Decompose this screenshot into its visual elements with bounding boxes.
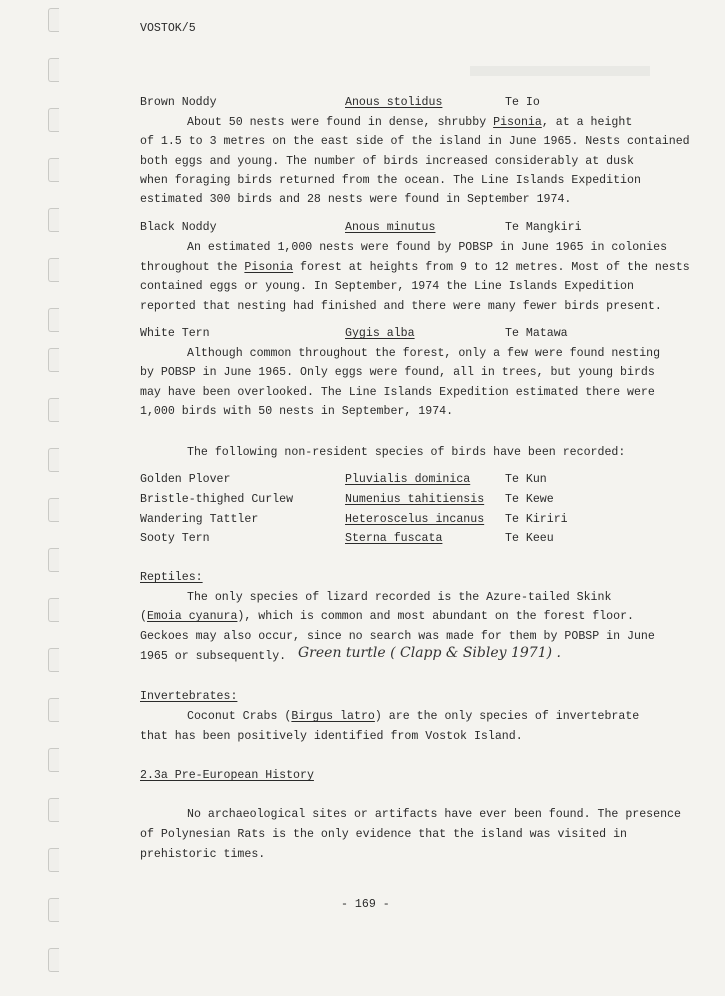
page-header: VOSTOK/5: [140, 22, 196, 35]
species-common-name: White Tern: [140, 327, 210, 340]
binder-hole: [48, 548, 59, 572]
binder-hole: [48, 208, 59, 232]
paragraph-line: (Emoia cyanura), which is common and most abundant on the forest floor.: [140, 610, 634, 623]
binder-hole: [48, 158, 59, 182]
binder-hole: [48, 258, 59, 282]
binder-hole: [48, 798, 59, 822]
species-scientific-name: Anous stolidus: [345, 96, 443, 109]
section-heading: Reptiles:: [140, 571, 203, 584]
binder-hole: [48, 698, 59, 722]
paragraph-line: both eggs and young. The number of birds increased considerably at dusk: [140, 155, 634, 168]
binder-hole: [48, 598, 59, 622]
species-common-name: Bristle-thighed Curlew: [140, 493, 294, 506]
paragraph-line: An estimated 1,000 nests were found by POBSP in June 1965 in colonies: [187, 241, 668, 254]
species-local-name: Te Io: [505, 96, 540, 109]
paragraph-line: of 1.5 to 3 metres on the east side of the island in June 1965. Nests contained: [140, 135, 690, 148]
species-scientific-name: Sterna fuscata: [345, 532, 443, 545]
species-local-name: Te Kiriri: [505, 513, 568, 526]
nonresident-intro: The following non-resident species of birds have been recorded:: [187, 446, 626, 459]
paragraph-line: by POBSP in June 1965. Only eggs were found, all in trees, but young birds: [140, 366, 655, 379]
species-common-name: Black Noddy: [140, 221, 217, 234]
species-local-name: Te Mangkiri: [505, 221, 582, 234]
paragraph-line: estimated 300 birds and 28 nests were found in September 1974.: [140, 193, 572, 206]
handwritten-annotation: Green turtle ( Clapp & Sibley 1971) .: [298, 645, 561, 661]
species-common-name: Wandering Tattler: [140, 513, 259, 526]
page-number: - 169 -: [341, 898, 390, 911]
paragraph-line: contained eggs or young. In September, 1974 the Line Islands Expedition: [140, 280, 634, 293]
species-local-name: Te Kewe: [505, 493, 554, 506]
paragraph-line: that has been positively identified from Vostok Island.: [140, 730, 523, 743]
paragraph-line: 1,000 birds with 50 nests in September, 1974.: [140, 405, 454, 418]
binder-hole: [48, 748, 59, 772]
binder-hole: [48, 498, 59, 522]
paragraph-line: when foraging birds returned from the ocean. The Line Islands Expedition: [140, 174, 641, 187]
paragraph-line: Although common throughout the forest, only a few were found nesting: [187, 347, 661, 360]
binder-hole: [48, 58, 59, 82]
paragraph-line: Geckoes may also occur, since no search was made for them by POBSP in June: [140, 630, 655, 643]
species-common-name: Brown Noddy: [140, 96, 217, 109]
binder-hole: [48, 348, 59, 372]
species-scientific-name: Anous minutus: [345, 221, 436, 234]
text-fragment: ) are the only species of invertebrate: [374, 710, 640, 723]
paragraph-line: throughout the Pisonia forest at heights from 9 to 12 metres. Most of the nests: [140, 261, 690, 274]
text-fragment: Birgus latro: [291, 710, 375, 723]
binder-hole: [48, 648, 59, 672]
species-scientific-name: Pluvialis dominica: [345, 473, 471, 486]
paragraph-line: The only species of lizard recorded is the Azure-tailed Skink: [187, 591, 612, 604]
binder-hole: [48, 308, 59, 332]
binder-hole: [48, 8, 59, 32]
binder-hole: [48, 948, 59, 972]
binder-hole: [48, 898, 59, 922]
species-scientific-name: Numenius tahitiensis: [345, 493, 485, 506]
species-common-name: Golden Plover: [140, 473, 231, 486]
species-local-name: Te Kun: [505, 473, 547, 486]
paragraph-line: may have been overlooked. The Line Islands Expedition estimated there were: [140, 386, 655, 399]
species-scientific-name: Heteroscelus incanus: [345, 513, 485, 526]
paragraph-line: reported that nesting had finished and there were many fewer birds present.: [140, 300, 662, 313]
text-fragment: Coconut Crabs (: [187, 710, 292, 723]
paragraph-line: About 50 nests were found in dense, shrubby Pisonia, at a height: [187, 116, 633, 129]
binder-margin: [48, 0, 68, 996]
section-heading: 2.3a Pre-European History: [140, 769, 314, 782]
binder-hole: [48, 448, 59, 472]
paragraph-line: of Polynesian Rats is the only evidence that the island was visited in: [140, 828, 628, 841]
paragraph-line: 1965 or subsequently.: [140, 650, 287, 663]
species-common-name: Sooty Tern: [140, 532, 210, 545]
paragraph-line: [187, 710, 639, 724]
binder-hole: [48, 398, 59, 422]
section-heading: Invertebrates:: [140, 690, 238, 703]
paragraph-line: prehistoric times.: [140, 848, 266, 861]
species-local-name: Te Matawa: [505, 327, 568, 340]
species-local-name: Te Keeu: [505, 532, 554, 545]
binder-hole: [48, 108, 59, 132]
species-scientific-name: Gygis alba: [345, 327, 415, 340]
binder-hole: [48, 848, 59, 872]
bleed-through: [470, 66, 650, 76]
paragraph-line: No archaeological sites or artifacts have ever been found. The presence: [187, 808, 681, 821]
